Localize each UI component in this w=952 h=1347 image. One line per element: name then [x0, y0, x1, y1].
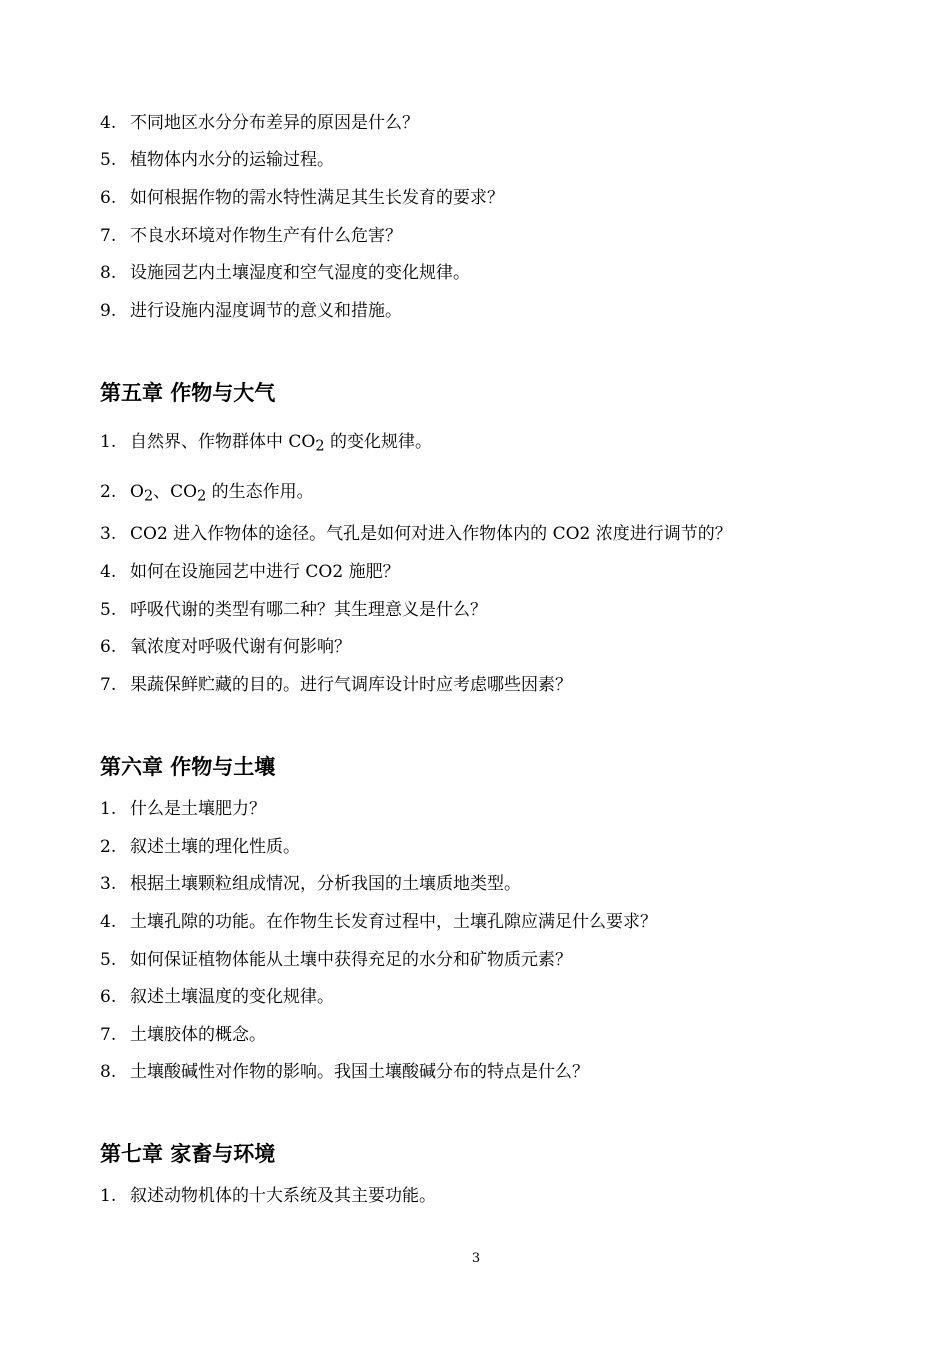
- list-item: 6. 叙述土壤温度的变化规律。: [100, 987, 334, 1007]
- list-item: 9. 进行设施内湿度调节的意义和措施。: [100, 301, 402, 321]
- list-item: 8. 设施园艺内土壤湿度和空气湿度的变化规律。: [100, 263, 470, 283]
- list-item: 5. 呼吸代谢的类型有哪二种？其生理意义是什么？: [100, 600, 487, 620]
- list-item: 6. 氧浓度对呼吸代谢有何影响？: [100, 637, 351, 657]
- chapter-heading: 第七章 家畜与环境: [100, 1142, 276, 1166]
- list-item: 1. 自然界、作物群体中 $CO_2$ 的变化规律。: [100, 432, 432, 455]
- list-item: 5. 植物体内水分的运输过程。: [100, 150, 334, 170]
- list-item: 3. 根据土壤颗粒组成情况，分析我国的土壤质地类型。: [100, 874, 521, 894]
- list-item: 8. 土壤酸碱性对作物的影响。我国土壤酸碱分布的特点是什么？: [100, 1062, 589, 1082]
- page-number: 3: [471, 1251, 481, 1266]
- chapter-heading: 第五章 作物与大气: [100, 381, 276, 405]
- list-item: 1. 叙述动物机体的十大系统及其主要功能。: [100, 1186, 436, 1206]
- list-item: 4. 如何在设施园艺中进行 CO2 施肥？: [100, 562, 400, 582]
- list-item: 4. 不同地区水分分布差异的原因是什么？: [100, 113, 419, 133]
- list-item: 4. 土壤孔隙的功能。在作物生长发育过程中，土壤孔隙应满足什么要求？: [100, 912, 657, 932]
- list-item: 3. CO2 进入作物体的途径。气孔是如何对进入作物体内的 CO2 浓度进行调节的？: [100, 524, 732, 544]
- list-item: 2. $O_2$、$CO_2$ 的生态作用。: [100, 482, 314, 505]
- list-item: 2. 叙述土壤的理化性质。: [100, 837, 300, 857]
- list-item: 1. 什么是土壤肥力？: [100, 799, 266, 819]
- list-item: 5. 如何保证植物体能从土壤中获得充足的水分和矿物质元素？: [100, 950, 572, 970]
- list-item: 7. 土壤胶体的概念。: [100, 1025, 266, 1045]
- list-item: 7. 果蔬保鲜贮藏的目的。进行气调库设计时应考虑哪些因素？: [100, 675, 572, 695]
- chapter-heading: 第六章 作物与土壤: [100, 755, 276, 779]
- list-item: 6. 如何根据作物的需水特性满足其生长发育的要求？: [100, 188, 504, 208]
- list-item: 7. 不良水环境对作物生产有什么危害？: [100, 226, 402, 246]
